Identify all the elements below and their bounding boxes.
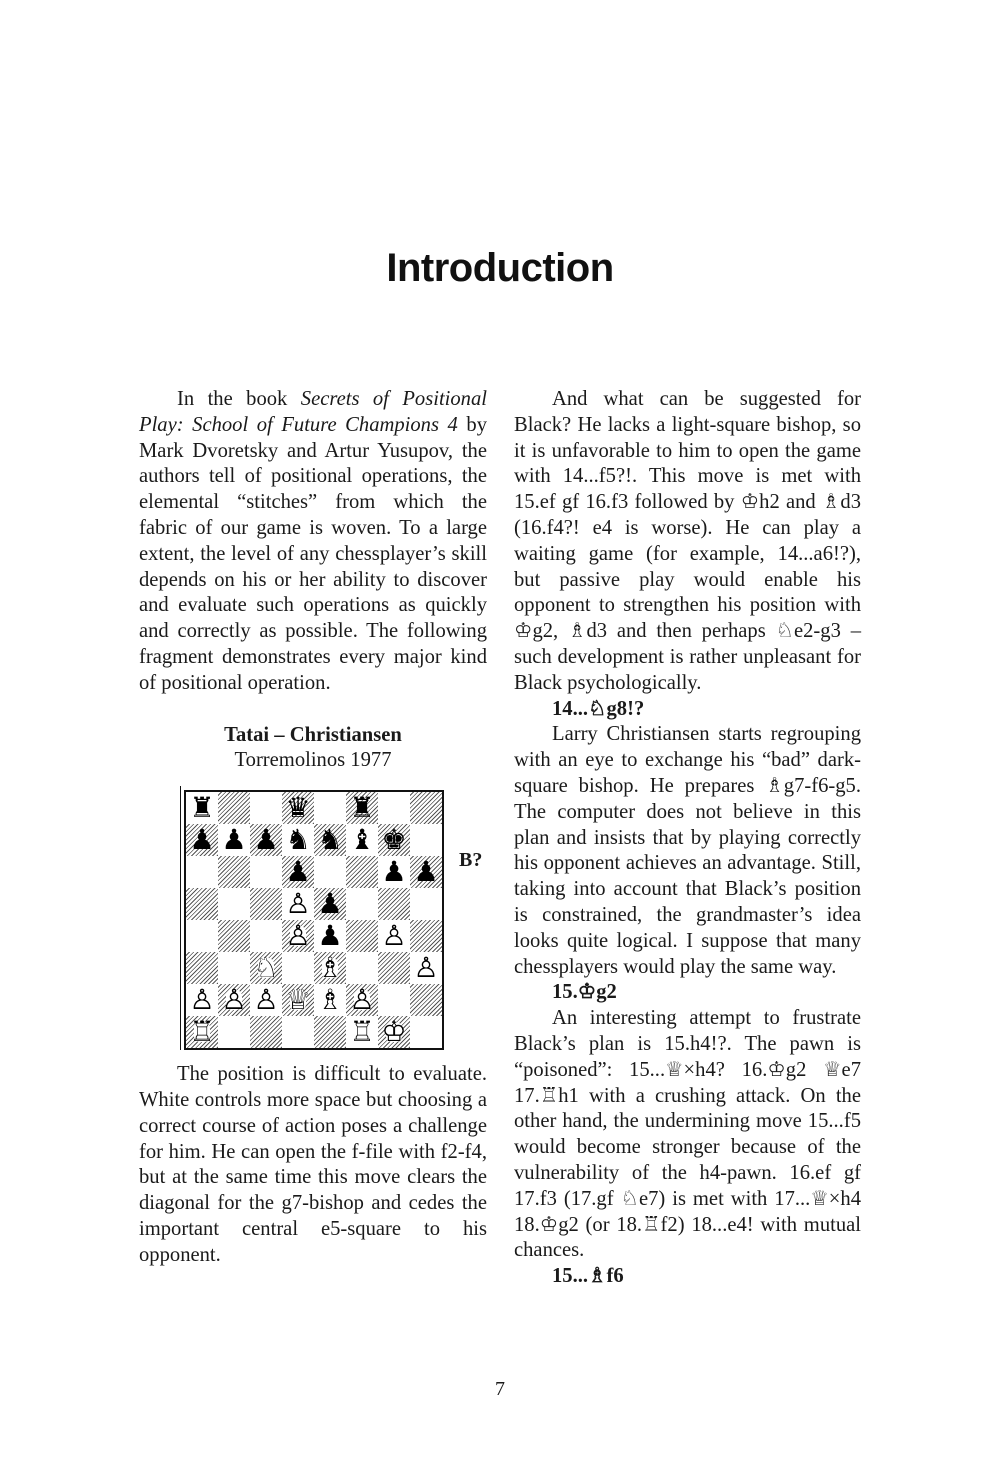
square-d2 xyxy=(282,984,314,1016)
game-players: Tatai – Christiansen xyxy=(224,723,402,746)
square-e8 xyxy=(314,792,346,824)
square-h1 xyxy=(410,1016,442,1048)
square-a4 xyxy=(186,920,218,952)
white-pawn-icon: ♙ xyxy=(381,919,407,953)
white-pawn-icon: ♙ xyxy=(221,983,247,1017)
square-b6 xyxy=(218,856,250,888)
square-g4 xyxy=(378,920,410,952)
square-b7 xyxy=(218,824,250,856)
square-c7 xyxy=(250,824,282,856)
square-f8 xyxy=(346,792,378,824)
square-a1 xyxy=(186,1016,218,1048)
square-h4 xyxy=(410,920,442,952)
white-pawn-icon: ♙ xyxy=(253,983,279,1017)
move-15-white: 15.♔g2 xyxy=(552,981,617,1004)
square-h5 xyxy=(410,888,442,920)
square-d4 xyxy=(282,920,314,952)
black-pawn-icon: ♟ xyxy=(189,823,215,857)
intro-text-pre: In the book xyxy=(177,388,301,410)
right-column xyxy=(514,387,861,1290)
square-e2 xyxy=(314,984,346,1016)
white-queen-icon: ♕ xyxy=(285,983,311,1017)
black-king-icon: ♚ xyxy=(381,823,407,857)
square-a3 xyxy=(186,952,218,984)
square-h7 xyxy=(410,824,442,856)
square-h6 xyxy=(410,856,442,888)
intro-text-post: by Mark Dvoretsky and Artur Yusupov, the authors tell of positional operations, the elemental “stitches” from which the fabric of our game is woven. To a large extent, the level of any chessplayer’s skill depends on his or her ability to discover and evaluate such operations as quickly and correctly as possible. The following fragment demonstrates every major kind of positional operation. xyxy=(139,413,487,694)
black-pawn-icon: ♟ xyxy=(317,919,343,953)
square-h3 xyxy=(410,952,442,984)
white-rook-icon: ♖ xyxy=(189,1015,215,1049)
square-g7 xyxy=(378,824,410,856)
square-g8 xyxy=(378,792,410,824)
square-c4 xyxy=(250,920,282,952)
intro-paragraph xyxy=(139,387,487,697)
black-rook-icon: ♜ xyxy=(349,791,375,825)
square-a6 xyxy=(186,856,218,888)
square-e3 xyxy=(314,952,346,984)
square-f2 xyxy=(346,984,378,1016)
book-title: Secrets of Positional Play: School of Future Champions 4 xyxy=(139,388,487,436)
square-c1 xyxy=(250,1016,282,1048)
white-rook-icon: ♖ xyxy=(349,1015,375,1049)
black-queen-icon: ♛ xyxy=(285,791,311,825)
square-c6 xyxy=(250,856,282,888)
black-pawn-icon: ♟ xyxy=(253,823,279,857)
black-bishop-icon: ♝ xyxy=(349,823,375,857)
square-d7 xyxy=(282,824,314,856)
square-a8 xyxy=(186,792,218,824)
analysis-paragraph-1: And what can be suggested for Black? He lacks a light-square bishop, so it is unfavorable to him to open the game with 14...f5?!. This move is met with 15.ef gf 16.f3 followed by ♔h2 and ♗d3 (16.f4?! e4 is worse). He can play a waiting game (for example, 14...a6!?), but passive play would enable his opponent to strengthen his position with ♔g2, ♗d3 and then perhaps ♘e2-g3 – such development is rather unpleasant for Black psychologically. xyxy=(514,388,861,694)
move-14-black: 14...♘g8!? xyxy=(552,697,645,720)
square-b1 xyxy=(218,1016,250,1048)
page-number: 7 xyxy=(495,1378,505,1400)
square-f6 xyxy=(346,856,378,888)
white-pawn-icon: ♙ xyxy=(189,983,215,1017)
square-c2 xyxy=(250,984,282,1016)
square-c3 xyxy=(250,952,282,984)
chess-diagram xyxy=(139,782,487,1049)
square-e4 xyxy=(314,920,346,952)
square-g3 xyxy=(378,952,410,984)
black-pawn-icon: ♟ xyxy=(381,855,407,889)
square-c8 xyxy=(250,792,282,824)
square-d1 xyxy=(282,1016,314,1048)
square-a2 xyxy=(186,984,218,1016)
square-e7 xyxy=(314,824,346,856)
chess-board xyxy=(184,790,444,1050)
square-c5 xyxy=(250,888,282,920)
black-pawn-icon: ♟ xyxy=(221,823,247,857)
square-b3 xyxy=(218,952,250,984)
square-e6 xyxy=(314,856,346,888)
game-header xyxy=(139,723,487,775)
square-f7 xyxy=(346,824,378,856)
white-pawn-icon: ♙ xyxy=(349,983,375,1017)
square-e1 xyxy=(314,1016,346,1048)
analysis-paragraph-2: Larry Christiansen starts regrouping with an eye to exchange his “bad” dark-square bishop. He prepares ♗g7-f6-g5. The computer does not believe in this plan and insists that by playing correctly his opponent achieves an advantage. Still, taking into account that Black’s position is constrained, the grandmaster’s idea looks quite logical. I suppose that many chessplayers would play the same way. xyxy=(514,723,861,978)
square-b5 xyxy=(218,888,250,920)
side-to-move: B? xyxy=(459,849,483,872)
square-g5 xyxy=(378,888,410,920)
square-f1 xyxy=(346,1016,378,1048)
square-d3 xyxy=(282,952,314,984)
square-f3 xyxy=(346,952,378,984)
black-knight-icon: ♞ xyxy=(285,823,311,857)
square-d5 xyxy=(282,888,314,920)
black-pawn-icon: ♟ xyxy=(317,887,343,921)
white-knight-icon: ♘ xyxy=(253,951,279,985)
square-d6 xyxy=(282,856,314,888)
square-b8 xyxy=(218,792,250,824)
black-pawn-icon: ♟ xyxy=(413,855,439,889)
analysis-paragraph-3: An interesting attempt to frustrate Black’s plan is 15.h4!?. The pawn is “poisoned”: 15...♕×h4? 16.♔g2 ♕e7 17.♖h1 with a crushing attack. On the other hand, the undermining move 15...f5 would become stronger because of the vulnerability of the h4-pawn. 16.ef gf 17.f3 (17.gf ♘e7) is met with 17...♕×h4 18.♔g2 (or 18.♖f2) 18...e4! with mutual chances. xyxy=(514,1007,861,1262)
white-pawn-icon: ♙ xyxy=(285,919,311,953)
white-pawn-icon: ♙ xyxy=(413,951,439,985)
white-bishop-icon: ♗ xyxy=(317,951,343,985)
board-edge-line xyxy=(180,786,181,1050)
evaluation-paragraph: The position is difficult to evaluate. White controls more space but choosing a correct course of action poses a challenge for him. He can open the f-file with f2-f4, but at the same time this move clears the diagonal for the g7-bishop and cedes the important central e5-square to his opponent. xyxy=(139,1063,487,1266)
left-column xyxy=(139,387,487,1269)
square-g1 xyxy=(378,1016,410,1048)
square-b2 xyxy=(218,984,250,1016)
page-title: Introduction xyxy=(386,246,614,290)
black-rook-icon: ♜ xyxy=(189,791,215,825)
black-knight-icon: ♞ xyxy=(317,823,343,857)
square-a5 xyxy=(186,888,218,920)
square-d8 xyxy=(282,792,314,824)
square-f4 xyxy=(346,920,378,952)
square-g2 xyxy=(378,984,410,1016)
square-b4 xyxy=(218,920,250,952)
move-15-black: 15...♗f6 xyxy=(552,1265,624,1288)
white-pawn-icon: ♙ xyxy=(285,887,311,921)
white-king-icon: ♔ xyxy=(381,1015,407,1049)
square-e5 xyxy=(314,888,346,920)
black-pawn-icon: ♟ xyxy=(285,855,311,889)
square-a7 xyxy=(186,824,218,856)
square-f5 xyxy=(346,888,378,920)
game-event: Torremolinos 1977 xyxy=(234,749,392,772)
square-h8 xyxy=(410,792,442,824)
square-h2 xyxy=(410,984,442,1016)
square-g6 xyxy=(378,856,410,888)
white-bishop-icon: ♗ xyxy=(317,983,343,1017)
